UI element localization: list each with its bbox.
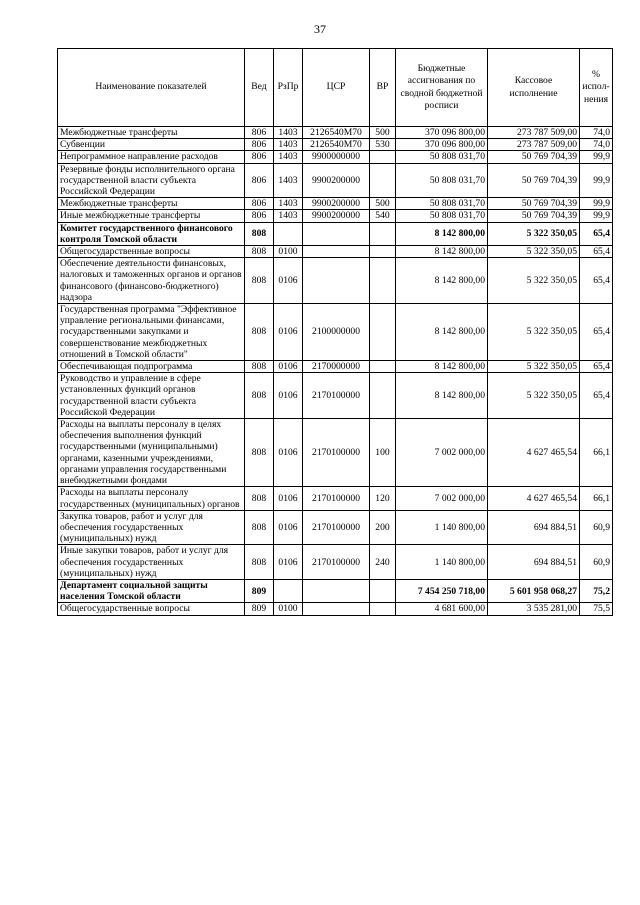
row-budget: 8 142 800,00 <box>396 258 488 304</box>
table-row <box>58 127 613 139</box>
row-budget: 1 140 800,00 <box>396 545 488 580</box>
row-name: Комитет государственного финансового контроля Томской области <box>58 222 245 245</box>
table-row <box>58 545 613 580</box>
row-name: Обеспечение деятельности финансовых, налоговых и таможенных органов и органов финансового (финансово-бюджетного) надзора <box>58 258 245 304</box>
row-pct: 65,4 <box>580 258 613 304</box>
row-ved: 809 <box>245 579 274 602</box>
row-vr: 540 <box>370 210 396 222</box>
row-pct: 65,4 <box>580 361 613 373</box>
header-rzpr: РзПр <box>274 49 303 127</box>
row-csr: 2126540M70 <box>303 127 370 139</box>
row-pct: 66,1 <box>580 419 613 487</box>
row-vr <box>370 163 396 198</box>
row-ved: 808 <box>245 361 274 373</box>
row-budget: 8 142 800,00 <box>396 304 488 361</box>
row-rzpr: 0106 <box>274 373 303 419</box>
row-budget: 8 142 800,00 <box>396 246 488 258</box>
table-row <box>58 373 613 419</box>
row-cash: 273 787 509,00 <box>488 127 580 139</box>
row-cash: 50 769 704,39 <box>488 198 580 210</box>
table-row <box>58 222 613 245</box>
row-csr: 9900200000 <box>303 163 370 198</box>
row-pct: 74,0 <box>580 139 613 151</box>
row-cash: 5 322 350,05 <box>488 373 580 419</box>
row-rzpr: 1403 <box>274 198 303 210</box>
row-csr: 2170100000 <box>303 373 370 419</box>
row-vr <box>370 151 396 163</box>
row-pct: 66,1 <box>580 487 613 510</box>
row-ved: 808 <box>245 304 274 361</box>
row-vr: 120 <box>370 487 396 510</box>
row-ved: 806 <box>245 151 274 163</box>
row-name: Государственная программа "Эффективное управление региональными финансами, государственными закупками и совершенствование межбюджетных отношений в Томской области" <box>58 304 245 361</box>
row-name: Расходы на выплаты персоналу в целях обеспечения выполнения функций государственными (муниципальными) органами, казенными учреждениями, органами управления государственными внебюджетными фондами <box>58 419 245 487</box>
row-budget: 8 142 800,00 <box>396 373 488 419</box>
row-ved: 808 <box>245 419 274 487</box>
row-rzpr: 1403 <box>274 127 303 139</box>
row-ved: 809 <box>245 603 274 615</box>
row-cash: 5 601 958 068,27 <box>488 579 580 602</box>
table-row <box>58 579 613 602</box>
row-vr: 500 <box>370 127 396 139</box>
row-rzpr: 1403 <box>274 163 303 198</box>
row-budget: 7 454 250 718,00 <box>396 579 488 602</box>
table-row <box>58 139 613 151</box>
row-csr: 9900000000 <box>303 151 370 163</box>
row-csr: 2170100000 <box>303 510 370 545</box>
header-csr: ЦСР <box>303 49 370 127</box>
row-csr: 2170100000 <box>303 545 370 580</box>
row-vr: 500 <box>370 198 396 210</box>
row-ved: 806 <box>245 127 274 139</box>
row-rzpr: 0100 <box>274 246 303 258</box>
row-name: Общегосударственные вопросы <box>58 246 245 258</box>
row-csr: 2126540M70 <box>303 139 370 151</box>
row-ved: 806 <box>245 198 274 210</box>
row-rzpr: 0106 <box>274 361 303 373</box>
table-row <box>58 361 613 373</box>
row-pct: 74,0 <box>580 127 613 139</box>
row-vr <box>370 373 396 419</box>
row-vr <box>370 603 396 615</box>
row-cash: 694 884,51 <box>488 545 580 580</box>
row-rzpr: 0106 <box>274 258 303 304</box>
row-cash: 5 322 350,05 <box>488 304 580 361</box>
row-csr <box>303 579 370 602</box>
row-rzpr: 0106 <box>274 510 303 545</box>
row-cash: 50 769 704,39 <box>488 163 580 198</box>
row-budget: 1 140 800,00 <box>396 510 488 545</box>
row-csr: 2170100000 <box>303 419 370 487</box>
row-name: Общегосударственные вопросы <box>58 603 245 615</box>
row-rzpr: 0106 <box>274 545 303 580</box>
row-ved: 808 <box>245 510 274 545</box>
row-budget: 370 096 800,00 <box>396 127 488 139</box>
row-csr <box>303 246 370 258</box>
row-csr: 2170000000 <box>303 361 370 373</box>
row-budget: 370 096 800,00 <box>396 139 488 151</box>
row-cash: 5 322 350,05 <box>488 258 580 304</box>
row-pct: 65,4 <box>580 304 613 361</box>
header-budget: Бюджетные ассигнования по сводной бюджетной росписи <box>396 49 488 127</box>
table-row <box>58 510 613 545</box>
row-name: Межбюджетные трансферты <box>58 127 245 139</box>
header-pct: % испол-нения <box>580 49 613 127</box>
row-cash: 3 535 281,00 <box>488 603 580 615</box>
row-budget: 7 002 000,00 <box>396 419 488 487</box>
row-name: Обеспечивающая подпрограмма <box>58 361 245 373</box>
row-vr: 530 <box>370 139 396 151</box>
row-pct: 60,9 <box>580 510 613 545</box>
row-pct: 65,4 <box>580 246 613 258</box>
row-pct: 99,9 <box>580 210 613 222</box>
row-vr <box>370 361 396 373</box>
row-cash: 4 627 465,54 <box>488 419 580 487</box>
row-vr: 200 <box>370 510 396 545</box>
row-name: Резервные фонды исполнительного органа государственной власти субъекта Российской Федерации <box>58 163 245 198</box>
row-csr: 2100000000 <box>303 304 370 361</box>
row-csr: 2170100000 <box>303 487 370 510</box>
row-vr <box>370 579 396 602</box>
row-budget: 50 808 031,70 <box>396 198 488 210</box>
row-cash: 50 769 704,39 <box>488 210 580 222</box>
row-budget: 8 142 800,00 <box>396 222 488 245</box>
row-ved: 806 <box>245 139 274 151</box>
row-pct: 75,2 <box>580 579 613 602</box>
row-pct: 65,4 <box>580 373 613 419</box>
row-name: Закупка товаров, работ и услуг для обеспечения государственных (муниципальных) нужд <box>58 510 245 545</box>
row-budget: 8 142 800,00 <box>396 361 488 373</box>
header-cash: Кассовое исполнение <box>488 49 580 127</box>
row-name: Департамент социальной защиты населения Томской области <box>58 579 245 602</box>
table-row <box>58 198 613 210</box>
header-vr: ВР <box>370 49 396 127</box>
row-cash: 694 884,51 <box>488 510 580 545</box>
row-vr: 100 <box>370 419 396 487</box>
row-pct: 60,9 <box>580 545 613 580</box>
row-ved: 808 <box>245 246 274 258</box>
row-cash: 4 627 465,54 <box>488 487 580 510</box>
table-row <box>58 419 613 487</box>
row-rzpr: 0106 <box>274 304 303 361</box>
budget-execution-table <box>57 48 613 616</box>
row-budget: 7 002 000,00 <box>396 487 488 510</box>
row-ved: 808 <box>245 222 274 245</box>
row-rzpr: 1403 <box>274 210 303 222</box>
row-rzpr: 0100 <box>274 603 303 615</box>
row-vr <box>370 222 396 245</box>
row-csr <box>303 603 370 615</box>
row-cash: 5 322 350,05 <box>488 222 580 245</box>
row-rzpr <box>274 222 303 245</box>
table-row <box>58 151 613 163</box>
row-rzpr: 0106 <box>274 487 303 510</box>
table-row <box>58 163 613 198</box>
row-name: Иные закупки товаров, работ и услуг для обеспечения государственных (муниципальных) нужд <box>58 545 245 580</box>
row-cash: 5 322 350,05 <box>488 246 580 258</box>
row-ved: 808 <box>245 545 274 580</box>
row-pct: 99,9 <box>580 198 613 210</box>
row-pct: 65,4 <box>580 222 613 245</box>
table-row <box>58 487 613 510</box>
row-ved: 806 <box>245 163 274 198</box>
row-pct: 99,9 <box>580 163 613 198</box>
row-name: Руководство и управление в сфере установленных функций органов государственной власти субъекта Российской Федерации <box>58 373 245 419</box>
row-rzpr: 0106 <box>274 419 303 487</box>
row-name: Субвенции <box>58 139 245 151</box>
row-vr <box>370 258 396 304</box>
page-number: 37 <box>314 22 326 36</box>
header-name: Наименование показателей <box>58 49 245 127</box>
row-vr: 240 <box>370 545 396 580</box>
row-name: Иные межбюджетные трансферты <box>58 210 245 222</box>
row-pct: 99,9 <box>580 151 613 163</box>
table-row <box>58 210 613 222</box>
row-budget: 50 808 031,70 <box>396 151 488 163</box>
row-budget: 50 808 031,70 <box>396 163 488 198</box>
row-csr <box>303 258 370 304</box>
table-row <box>58 246 613 258</box>
row-csr: 9900200000 <box>303 210 370 222</box>
row-name: Расходы на выплаты персоналу государственных (муниципальных) органов <box>58 487 245 510</box>
row-csr: 9900200000 <box>303 198 370 210</box>
row-cash: 273 787 509,00 <box>488 139 580 151</box>
row-name: Межбюджетные трансферты <box>58 198 245 210</box>
table-row <box>58 304 613 361</box>
row-ved: 808 <box>245 258 274 304</box>
row-cash: 5 322 350,05 <box>488 361 580 373</box>
header-ved: Вед <box>245 49 274 127</box>
row-name: Непрограммное направление расходов <box>58 151 245 163</box>
row-ved: 808 <box>245 487 274 510</box>
row-pct: 75,5 <box>580 603 613 615</box>
row-vr <box>370 304 396 361</box>
table-row <box>58 603 613 615</box>
row-cash: 50 769 704,39 <box>488 151 580 163</box>
row-vr <box>370 246 396 258</box>
row-budget: 4 681 600,00 <box>396 603 488 615</box>
table-row <box>58 258 613 304</box>
row-rzpr: 1403 <box>274 139 303 151</box>
row-rzpr <box>274 579 303 602</box>
row-ved: 806 <box>245 210 274 222</box>
row-budget: 50 808 031,70 <box>396 210 488 222</box>
row-csr <box>303 222 370 245</box>
table-header-row <box>58 49 613 127</box>
row-rzpr: 1403 <box>274 151 303 163</box>
row-ved: 808 <box>245 373 274 419</box>
